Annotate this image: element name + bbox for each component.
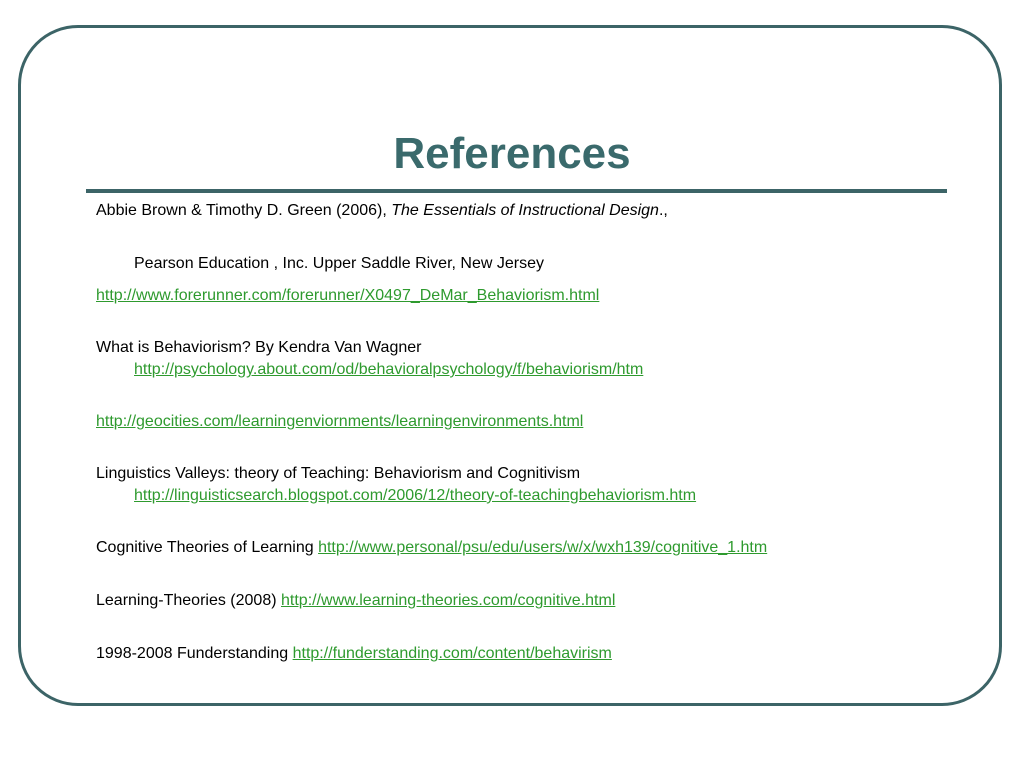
reference-linguistics-valleys (96, 463, 976, 485)
reference-link[interactable]: http://www.learning-theories.com/cognitive.html (281, 592, 616, 609)
reference-learning-theories (96, 590, 976, 612)
reference-authors: Abbie Brown & Timothy D. Green (2006), (96, 202, 392, 219)
reference-cognitive-theories (96, 537, 976, 559)
reference-text: 1998-2008 Funderstanding (96, 645, 293, 662)
reference-text: What is Behaviorism? By Kendra Van Wagner (96, 339, 422, 356)
reference-text: Linguistics Valleys: theory of Teaching: Behaviorism and Cognitivism (96, 465, 581, 482)
reference-link[interactable]: http://www.personal/psu/edu/users/w/x/wxh139/cognitive_1.htm (318, 539, 768, 556)
page-title: References (393, 129, 631, 178)
reference-funderstanding (96, 643, 976, 665)
reference-book-title: The Essentials of Instructional Design (391, 202, 659, 219)
reference-linguistics-valleys-link (96, 485, 1014, 507)
reference-forerunner (96, 285, 976, 307)
reference-link[interactable]: http://linguisticsearch.blogspot.com/2006/12/theory-of-teachingbehaviorism.htm (134, 487, 697, 504)
reference-link[interactable]: http://www.forerunner.com/forerunner/X0497_DeMar_Behaviorism.html (96, 287, 600, 304)
reference-link[interactable]: http://geocities.com/learningenviornments/learningenvironments.html (96, 413, 584, 430)
reference-link[interactable]: http://psychology.about.com/od/behavioralpsychology/f/behaviorism/htm (134, 361, 644, 378)
reference-behaviorism-wagner-link (96, 359, 1014, 381)
reference-geocities (96, 411, 976, 433)
reference-text: Learning-Theories (2008) (96, 592, 281, 609)
reference-punctuation: ., (658, 202, 668, 219)
reference-text: Cognitive Theories of Learning (96, 539, 319, 556)
reference-brown-green (96, 200, 976, 222)
reference-publisher: Pearson Education , Inc. Upper Saddle River, New Jersey (134, 255, 544, 272)
reference-behaviorism-wagner (96, 337, 976, 359)
title-divider (86, 189, 947, 193)
reference-link[interactable]: http://funderstanding.com/content/behavirism (292, 645, 612, 662)
